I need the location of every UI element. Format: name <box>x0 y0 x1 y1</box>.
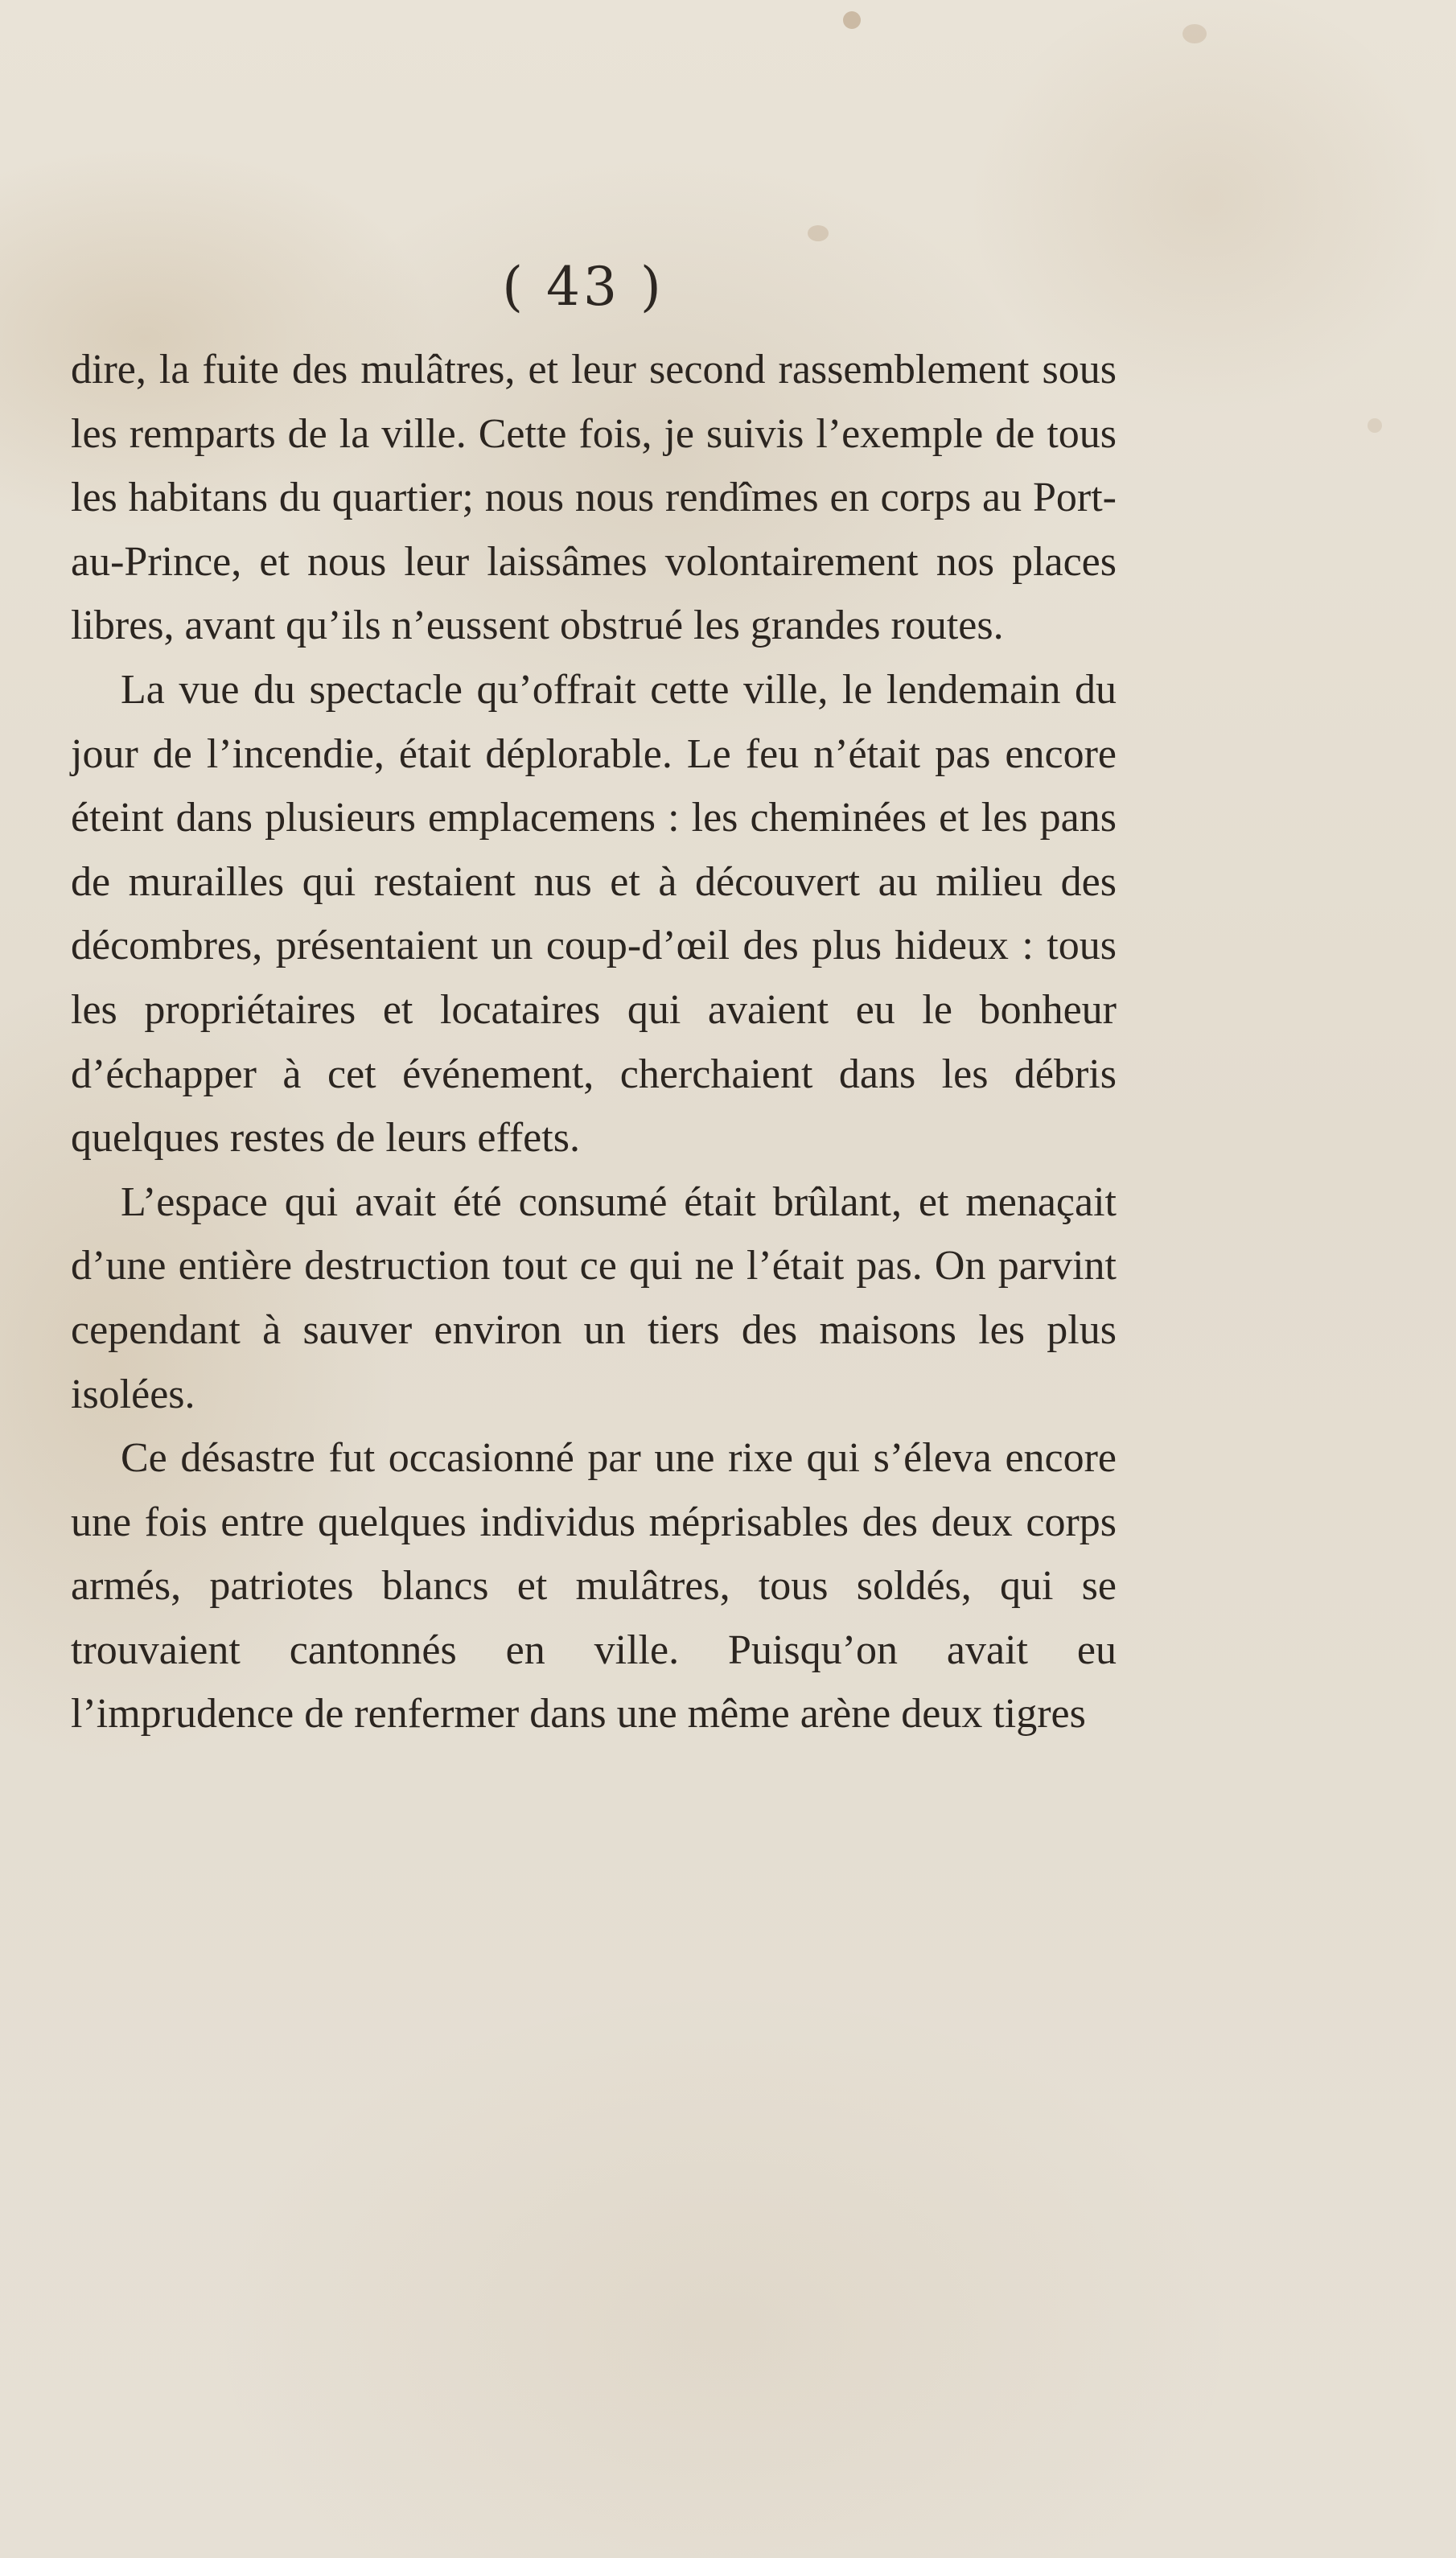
foxing-spot <box>1182 24 1207 43</box>
foxing-spot <box>808 225 829 241</box>
paragraph: La vue du spectacle qu’offrait cette ville, le lendemain du jour de l’incendie, était déplorable. Le feu n’était pas encore éteint dans plusieurs emplacemens : les cheminées et les pans de murailles qui restaient nus et à découvert au milieu des décombres, présentaient un coup-d’œil des plus hideux : tous les propriétaires et locataires qui avaient eu le bonheur d’échapper à cet événement, cherchaient dans les débris quelques restes de leurs effets. <box>71 666 1117 1162</box>
body-text <box>71 338 1117 1746</box>
paragraph: Ce désastre fut occasionné par une rixe qui s’éleva encore une fois entre quelques individus méprisables des deux corps armés, patriotes blancs et mulâtres, tous soldés, qui se trouvaient cantonnés en ville. Puisqu’on avait eu l’imprudence de renfermer dans une même arène deux tigres <box>71 1435 1117 1738</box>
paragraph: L’espace qui avait été consumé était brûlant, et menaçait d’une entière destruction tout ce qui ne l’était pas. On parvint cependant à sauver environ un tiers des maisons les plus isolées. <box>71 1178 1117 1417</box>
foxing-spot <box>1368 418 1382 433</box>
page-number: ( 43 ) <box>502 256 664 318</box>
paragraph: dire, la fuite des mulâtres, et leur second rassemblement sous les remparts de la ville. Cette fois, je suivis l’exemple de tous les habitans du quartier; nous nous rendîmes en corps au Port-au-Prince, et nous leur laissâmes volontairement nos places libres, avant qu’ils n’eussent obstrué les grandes routes. <box>71 347 1117 649</box>
foxing-spot <box>843 11 861 29</box>
